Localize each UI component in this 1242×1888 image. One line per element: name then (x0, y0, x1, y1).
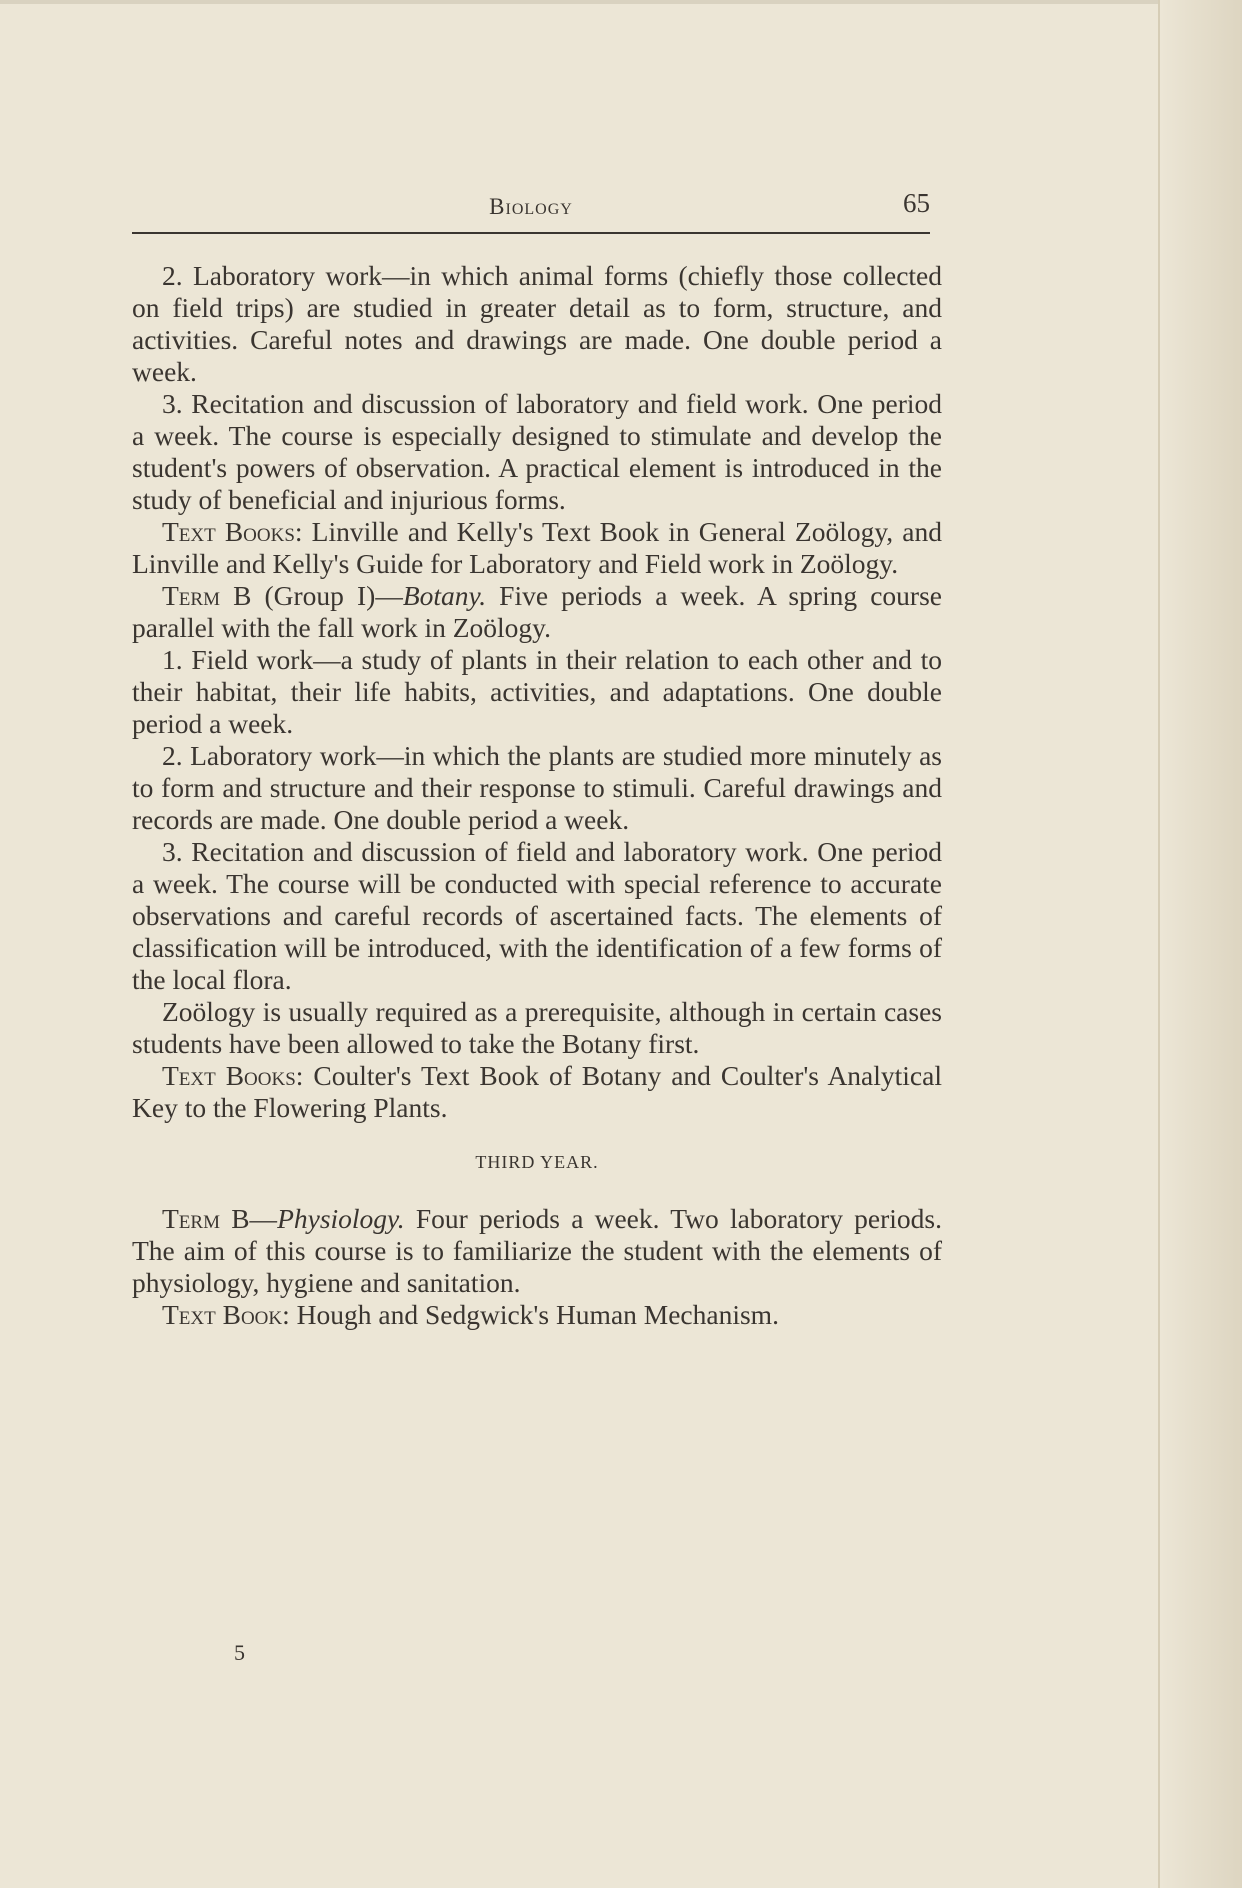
paragraph-label: Text Book: (162, 1299, 290, 1330)
paragraph-text: Hough and Sedgwick's Human Mechanism. (289, 1299, 779, 1330)
body-text (132, 260, 942, 1331)
paragraph-label: Term (162, 1203, 220, 1234)
course-name: Botany. (402, 580, 487, 611)
running-head: Biology (489, 194, 573, 219)
paragraph: 3. Recitation and discussion of laboratory and field work. One period a week. The course is especially designed to stimulate and develop the student's powers of observation. A practical element is introduced in the study of beneficial and injurious forms. (132, 388, 942, 515)
paragraph-text: B— (219, 1203, 278, 1234)
paragraph-label: Text Books: (162, 516, 303, 547)
paragraph: Zoölogy is usually required as a prerequisite, although in certain cases students have been allowed to take the Botany first. (132, 996, 942, 1059)
paragraph (132, 1299, 942, 1331)
course-name: Physiology. (277, 1203, 405, 1234)
paragraph: 2. Laboratory work—in which animal forms (chiefly those collected on field trips) are studied in greater detail as to form, structure, and activities. Careful notes and drawings are made. One double period a week. (132, 260, 942, 387)
signature-mark: 5 (234, 1640, 245, 1665)
paragraph (132, 1203, 942, 1299)
page-top-edge (0, 0, 1160, 4)
paragraph: 2. Laboratory work—in which the plants are studied more minutely as to form and structure and their response to stimuli. Careful drawings and records are made. One double period a week. (132, 740, 942, 835)
paragraph-text: Linville and Kelly's Text Book in General Zoölogy, and Linville and Kelly's Guide for Laboratory and Field work in Zoölogy. (132, 516, 942, 579)
paragraph-label: Term (162, 580, 220, 611)
page-edge (1158, 0, 1242, 1888)
page-header (132, 188, 930, 234)
paragraph (132, 1060, 942, 1124)
section-heading: THIRD YEAR. (475, 1152, 599, 1172)
paragraph (132, 516, 942, 580)
paragraph-text: B (Group I)— (219, 580, 403, 611)
page-number: 65 (903, 188, 930, 218)
paragraph-text: Coulter's Text Book of Botany and Coulter's Analytical Key to the Flowering Plants. (132, 1060, 942, 1123)
paragraph-label: Text Books: (162, 1060, 304, 1091)
paragraph (132, 580, 942, 644)
paragraph-text: Five periods a week. A spring course parallel with the fall work in Zoölogy. (132, 580, 942, 643)
paragraph-text: Four periods a week. Two laboratory periods. The aim of this course is to familiarize the student with the elements of physiology, hygiene and sanitation. (132, 1203, 943, 1298)
paragraph: 3. Recitation and discussion of field and laboratory work. One period a week. The course will be conducted with special reference to accurate observations and careful records of ascertained facts. The elements of classification will be introduced, with the identification of a few forms of the local flora. (132, 836, 942, 995)
paragraph: 1. Field work—a study of plants in their relation to each other and to their habitat, their life habits, activities, and adaptations. One double period a week. (132, 644, 942, 739)
